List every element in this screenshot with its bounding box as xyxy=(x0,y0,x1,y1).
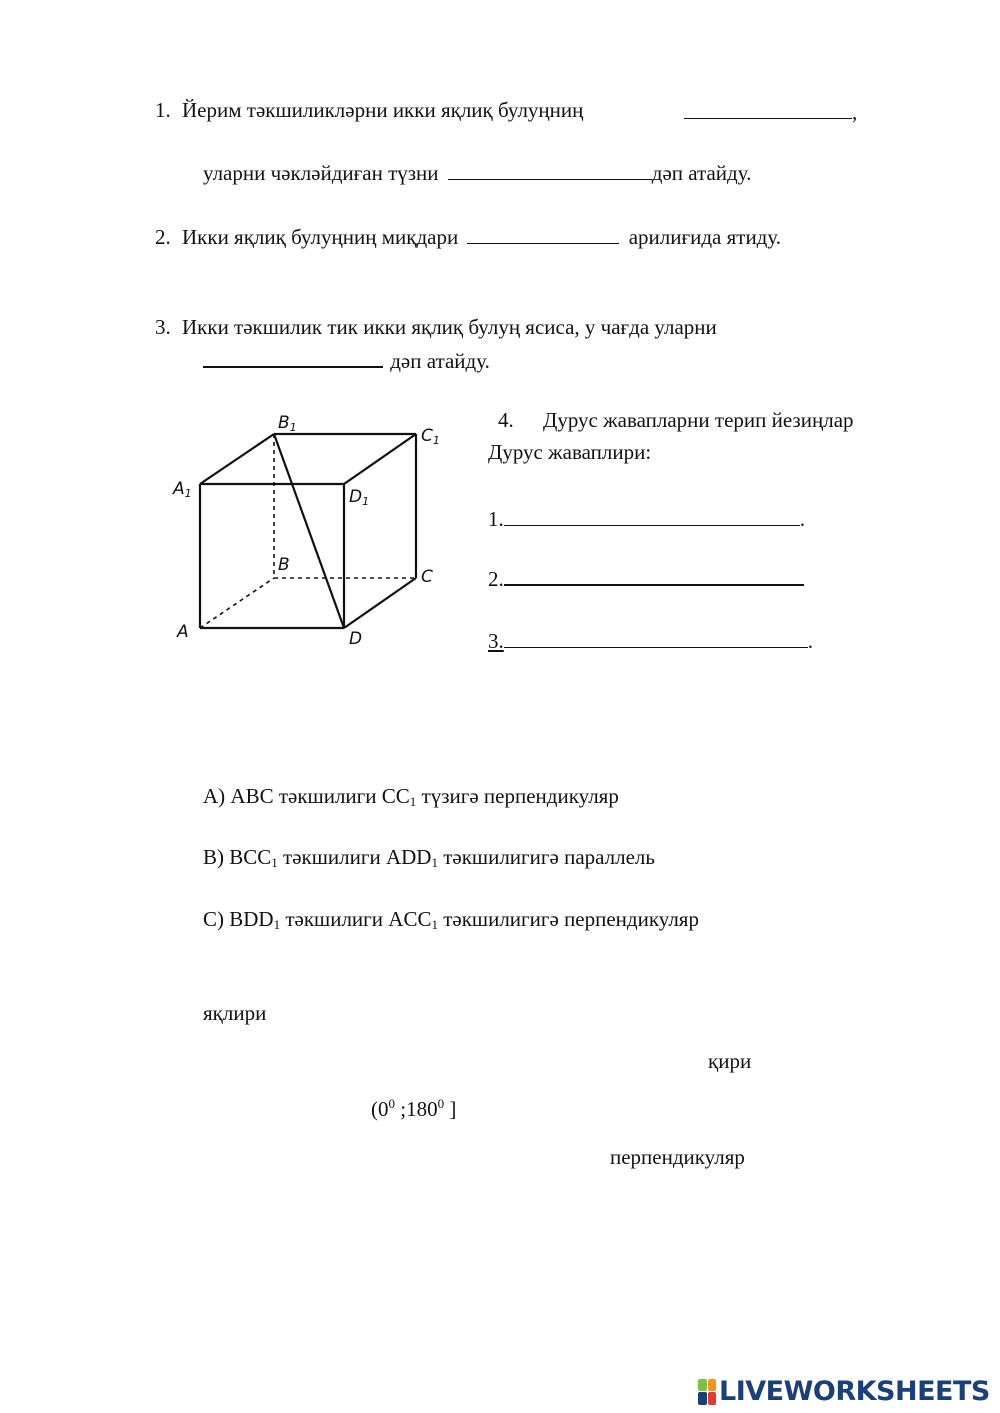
question-3-line-2 xyxy=(203,347,490,372)
word-bank-yaqliri[interactable]: яқлири xyxy=(203,1001,267,1025)
option-a-sub: 1 xyxy=(409,794,417,809)
option-b[interactable] xyxy=(203,847,655,868)
question-2 xyxy=(155,225,781,248)
liveworksheets-logo xyxy=(698,1376,990,1407)
question-2-end: арилиғида ятиду. xyxy=(628,225,782,249)
question-1-number: 1. xyxy=(155,98,171,122)
question-1-text: Йерим тәкшиликләрни икки яқлиқ булуңниң xyxy=(182,98,584,122)
question-2-number: 2. xyxy=(155,225,171,249)
question-4-number: 4. xyxy=(498,408,514,432)
option-c-sub-1: 1 xyxy=(273,917,281,932)
label-d1: D1 xyxy=(349,487,370,508)
logo-grid-icon xyxy=(698,1379,716,1405)
edge-a1-b1 xyxy=(200,434,274,484)
option-c-mid: тәкшилиги ACC xyxy=(280,907,432,931)
option-a-text: А) ABC тәкшилиги CC xyxy=(203,784,410,808)
answer-row-1 xyxy=(488,507,805,530)
option-b-end: тәкшилигигә параллель xyxy=(437,845,655,869)
question-2-text: Икки яқлиқ булуңниң миқдари xyxy=(182,225,459,249)
option-a-end: түзигә перпендикуляр xyxy=(416,784,619,808)
question-1-blank-1-wrap xyxy=(684,100,857,123)
hidden-edge-a-b xyxy=(200,578,274,628)
option-b-text: B) BCC xyxy=(203,845,272,869)
range-deg-2: 0 xyxy=(437,1096,445,1111)
label-d: D xyxy=(349,629,363,648)
question-3-text: Икки тәкшилик тик икки яқлиқ булуң ясиса, у чағда уларни xyxy=(182,315,717,339)
answer-row-3 xyxy=(488,629,813,652)
label-b: B xyxy=(278,555,290,575)
question-1-line-2-text: уларни чәкләйдиған түзни xyxy=(203,161,439,185)
option-c-sub-2: 1 xyxy=(431,917,438,932)
cube-figure xyxy=(168,408,458,648)
label-c1: C1 xyxy=(421,426,440,447)
label-a1: A1 xyxy=(173,479,192,500)
option-b-sub-2: 1 xyxy=(431,855,438,870)
label-c: C xyxy=(421,567,433,587)
option-b-sub-1: 1 xyxy=(271,855,278,870)
answer-1-dot: . xyxy=(799,507,805,531)
question-1-line-1 xyxy=(155,100,583,121)
answer-3-blank[interactable] xyxy=(504,629,808,648)
option-c-text: C) BDD xyxy=(203,907,274,931)
range-mid: ;180 xyxy=(395,1097,438,1121)
label-a: A xyxy=(177,622,189,642)
question-1-blank-1[interactable] xyxy=(684,100,852,119)
question-1-comma: , xyxy=(852,100,858,124)
range-deg-1: 0 xyxy=(388,1096,395,1111)
label-b1: B1 xyxy=(278,413,297,434)
question-3-line-2-end: дәп атайду. xyxy=(390,349,490,373)
answer-row-2 xyxy=(488,566,804,590)
answer-2-number: 2. xyxy=(488,567,504,591)
option-c-end: тәкшилигигә перпендикуляр xyxy=(437,907,699,931)
edge-c1-d1 xyxy=(344,434,416,484)
question-1-blank-2[interactable] xyxy=(448,161,652,180)
answer-1-number: 1. xyxy=(488,507,504,531)
answer-3-dot: . xyxy=(807,629,813,653)
question-4-subtitle: Дурус жаваплири: xyxy=(488,440,652,464)
question-4-title xyxy=(498,410,854,431)
range-open: (0 xyxy=(371,1097,389,1121)
answer-3-number: 3. xyxy=(488,629,504,653)
range-close: ] xyxy=(444,1097,457,1121)
question-3-blank[interactable] xyxy=(203,347,383,368)
question-4-text: Дурус жавапларни терип йезиңлар xyxy=(543,408,854,432)
word-bank-qiri[interactable]: қири xyxy=(708,1049,752,1073)
answer-2-blank[interactable] xyxy=(504,566,804,586)
answer-1-blank[interactable] xyxy=(504,507,800,526)
question-1-line-2 xyxy=(203,161,751,184)
word-bank-perpendicular[interactable]: перпендикуляр xyxy=(610,1145,745,1169)
word-bank-range[interactable] xyxy=(371,1096,457,1121)
diagonal-b1-d xyxy=(274,434,344,628)
option-c[interactable] xyxy=(203,909,699,930)
logo-text: LIVEWORKSHEETS xyxy=(719,1376,990,1407)
question-1-line-2-end: дәп атайду. xyxy=(651,161,752,185)
edge-d-c xyxy=(344,578,416,628)
question-3-number: 3. xyxy=(155,315,171,339)
question-2-blank[interactable] xyxy=(467,225,619,244)
option-a[interactable] xyxy=(203,786,619,807)
question-3-line-1 xyxy=(155,317,717,338)
option-b-mid: тәкшилиги ADD xyxy=(277,845,432,869)
